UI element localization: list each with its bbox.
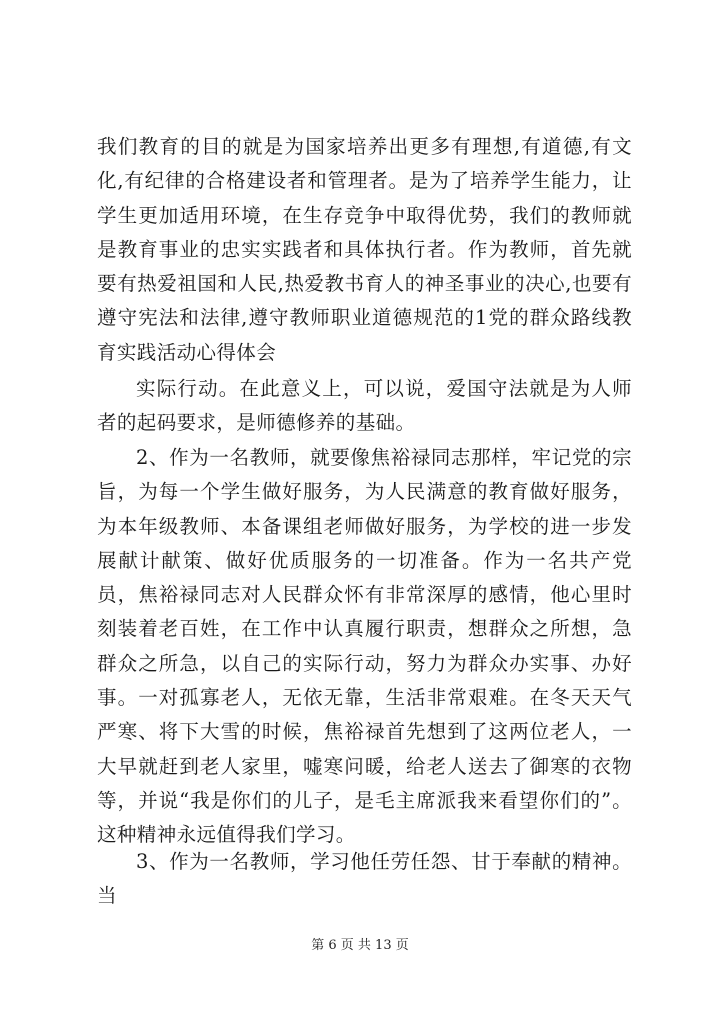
body-paragraph: 3、作为一名教师，学习他任劳任怨、甘于奉献的精神。当 (97, 850, 632, 908)
page-number-footer: 第 6 页 共 13 页 (311, 938, 409, 953)
body-paragraph: 实际行动。在此意义上，可以说，爱国守法就是为人师者的起码要求，是师德修养的基础。 (97, 377, 632, 435)
body-paragraph: 我们教育的目的就是为国家培养出更多有理想,有道德,有文化,有纪律的合格建设者和管理者。是为了培养学生能力，让学生更加适用环境，在生存竞争中取得优势，我们的教师就是教育事业的忠实实践者和具体执行者。作为教师，首先就要有热爱祖国和人民,热爱教书育人的神圣事业的决心,也要有遵守宪法和法律,遵守教师职业道德规范的1党的群众路线教育实践活动心得体会 (97, 135, 632, 364)
body-paragraph: 2、作为一名教师，就要像焦裕禄同志那样，牢记党的宗旨，为每一个学生做好服务，为人民满意的教育做好服务，为本年级教师、本备课组老师做好服务，为学校的进一步发展献计献策、做好优质服务的一切准备。作为一名共产党员，焦裕禄同志对人民群众怀有非常深厚的感情，他心里时刻装着老百姓，在工作中认真履行职责，想群众之所想，急群众之所急，以自己的实际行动，努力为群众办实事、办好事。一对孤寡老人，无依无靠，生活非常艰难。在冬天天气严寒、将下大雪的时候，焦裕禄首先想到了这两位老人，一大早就赶到老人家里，嘘寒问暖，给老人送去了御寒的衣物等，并说“我是你们的儿子，是毛主席派我来看望你们的”。这种精神永远值得我们学习。 (97, 446, 632, 847)
